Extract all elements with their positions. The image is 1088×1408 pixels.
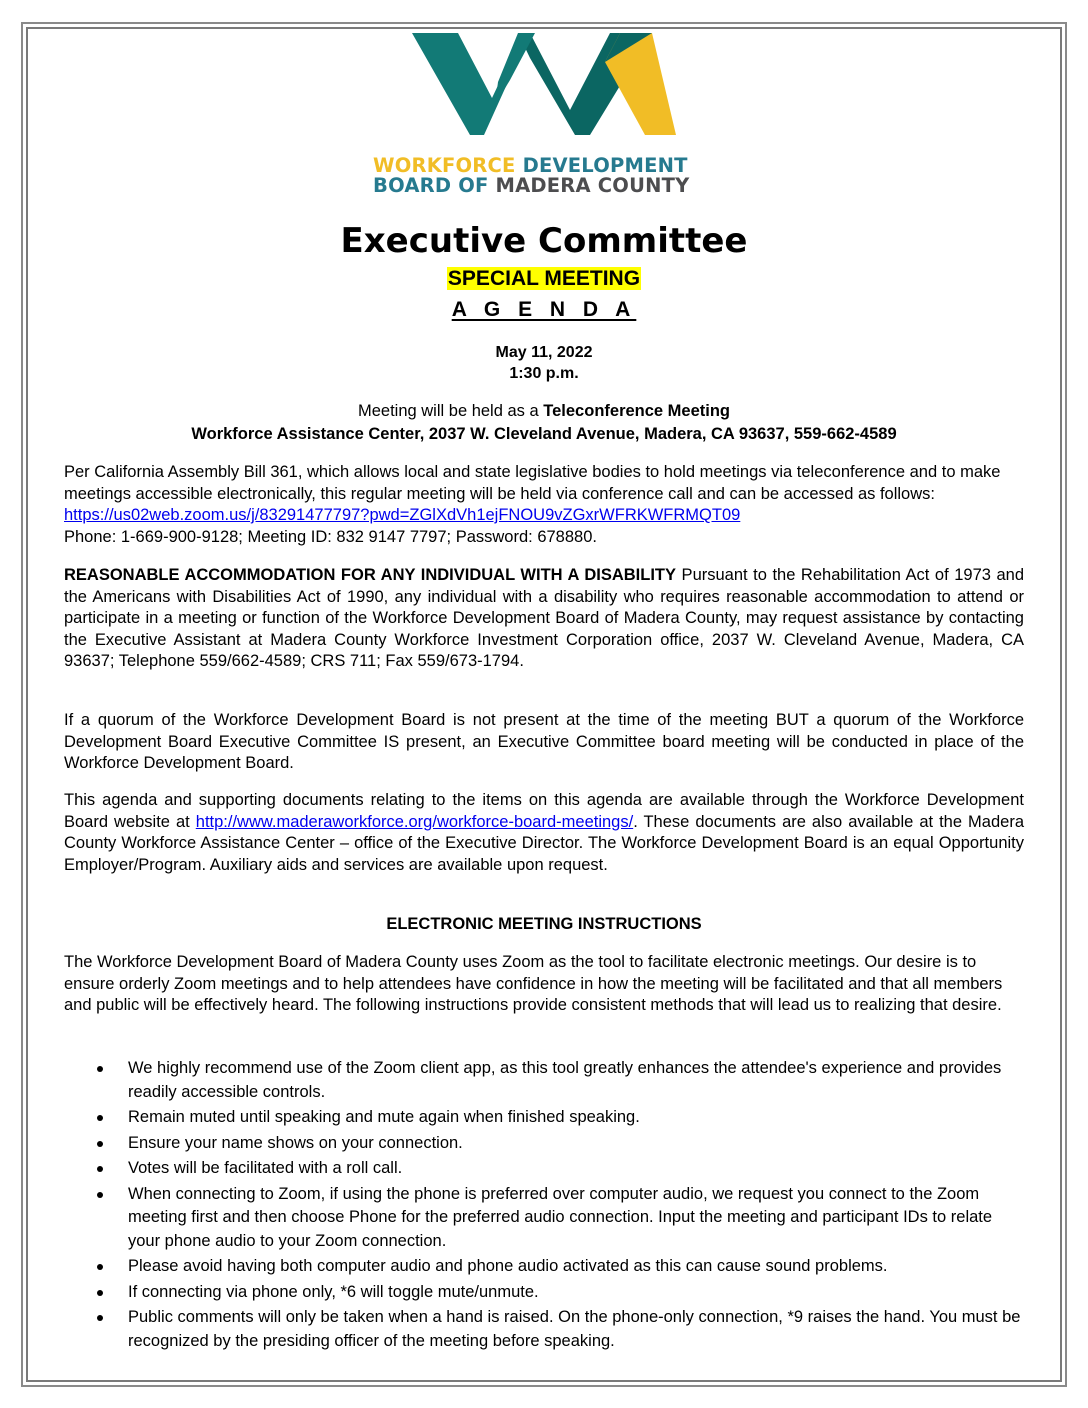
logo-text-development: DEVELOPMENT	[522, 154, 688, 177]
bullet-icon	[97, 1115, 103, 1121]
list-item-text: Votes will be facilitated with a roll call.	[128, 1159, 403, 1177]
agenda-heading	[0, 297, 1088, 323]
instructions-heading: ELECTRONIC MEETING INSTRUCTIONS	[386, 915, 702, 933]
list-item	[64, 1306, 1024, 1353]
teleconference-paragraph	[64, 462, 1024, 548]
list-item-text: When connecting to Zoom, if using the phone is preferred over computer audio, we request you connect to the Zoom meeting first and then choose Phone for the preferred audio connection. Input the meeting and participant IDs to relate your phone audio to your Zoom connection.	[128, 1184, 993, 1250]
list-item-text: Please avoid having both computer audio and phone audio activated as this can cause sound problems.	[128, 1257, 888, 1275]
meeting-date: May 11, 2022	[495, 344, 593, 361]
meeting-address: Workforce Assistance Center, 2037 W. Cleveland Avenue, Madera, CA 93637, 559-662-4589	[191, 425, 897, 443]
bullet-icon	[97, 1290, 103, 1296]
page-title: Executive Committee	[340, 221, 748, 261]
list-item	[64, 1057, 1024, 1104]
list-item	[64, 1132, 1024, 1156]
list-item-text: Remain muted until speaking and mute again when finished speaking.	[128, 1108, 640, 1126]
meeting-datetime	[0, 342, 1088, 384]
quorum-paragraph: If a quorum of the Workforce Development Board is not present at the time of the meeting BUT a quorum of the Workforce Development Board Executive Committee IS present, an Executive Committee board meeting will be conducted in place of the Workforce Development Board.	[64, 711, 1024, 772]
bullet-icon	[97, 1141, 103, 1147]
list-item	[64, 1106, 1024, 1130]
list-item	[64, 1157, 1024, 1181]
bullet-icon	[97, 1315, 103, 1321]
documents-text-before: This agenda and supporting documents relating to the items on this agenda are available through the Workforce Development Board website at	[64, 791, 1024, 831]
list-item-text: If connecting via phone only, *6 will toggle mute/unmute.	[128, 1282, 539, 1301]
zoom-meeting-link[interactable]: https://us02web.zoom.us/j/83291477797?pwd=ZGlXdVh1ejFNOU9vZGxrWFRKWFRMQT09	[64, 506, 741, 524]
accommodation-text: Pursuant to the Rehabilitation Act of 1973 and the Americans with Disabilities Act of 1990, any individual with a disability who requires reasonable accommodation to attend or participate in a meeting or function of the Workforce Development Board of Madera County, may request assistance by contacting the Executive Assistant at Madera County Workforce Investment Corporation office, 2037 W. Cleveland Avenue, Madera, CA 93637; Telephone 559/662-4589; CRS 711; Fax 559/673-1794.	[64, 566, 1025, 670]
documents-paragraph	[64, 790, 1024, 876]
list-item	[64, 1183, 1024, 1254]
bullet-icon	[97, 1192, 103, 1198]
special-meeting-label	[0, 266, 1088, 292]
agenda-text: A G E N D A	[451, 298, 637, 321]
phone-meeting-info: Phone: 1-669-900-9128; Meeting ID: 832 9147 7797; Password: 678880.	[64, 527, 597, 546]
list-item	[64, 1255, 1024, 1279]
bullet-icon	[97, 1066, 103, 1072]
list-item-text: We highly recommend use of the Zoom client app, as this tool greatly enhances the attendee's experience and provides readily accessible controls.	[128, 1059, 1002, 1101]
teleconference-text: Per California Assembly Bill 361, which allows local and state legislative bodies to hold meetings via teleconference and to make meetings accessible electronically, this regular meeting will be held via conference call and can be accessed as follows:	[64, 463, 1001, 503]
special-meeting-highlight: SPECIAL MEETING	[447, 267, 641, 290]
organization-name	[373, 156, 718, 196]
logo-text-workforce: WORKFORCE	[373, 154, 516, 177]
list-item-text: Ensure your name shows on your connection.	[128, 1133, 463, 1152]
list-item	[64, 1281, 1024, 1305]
accommodation-heading: REASONABLE ACCOMMODATION FOR ANY INDIVIDUAL WITH A DISABILITY	[64, 566, 677, 584]
meeting-format-type: Teleconference Meeting	[543, 402, 731, 420]
wm-logo-icon	[400, 30, 690, 140]
bullet-icon	[97, 1264, 103, 1270]
instructions-list	[64, 1057, 1024, 1355]
meeting-time: 1:30 p.m.	[509, 365, 579, 382]
logo-text-madera-county: MADERA COUNTY	[495, 174, 690, 197]
instructions-intro: The Workforce Development Board of Madera County uses Zoom as the tool to facilitate electronic meetings. Our desire is to ensure orderly Zoom meetings and to help attendees have confidence in how the meeting will be facilitated and that all members and public will be effectively heard. The following instructions provide consistent methods that will lead us to realizing that desire.	[64, 953, 1003, 1014]
accommodation-paragraph	[64, 565, 1024, 673]
meeting-format-intro: Meeting will be held as a	[357, 402, 544, 420]
logo-text-board-of: BOARD OF	[373, 174, 489, 197]
meeting-format	[0, 400, 1088, 422]
documents-text-after: . These documents are also available at the Madera County Workforce Assistance Center – office of the Executive Director. The Workforce Development Board is an equal Opportunity Employer/Program. Auxiliary aids and services are available upon request.	[64, 812, 1024, 874]
list-item-text: Public comments will only be taken when a hand is raised. On the phone-only connection, *9 raises the hand. You must be recognized by the presiding officer of the meeting before speaking.	[128, 1308, 1021, 1350]
bullet-icon	[97, 1166, 103, 1172]
board-meetings-link[interactable]: http://www.maderaworkforce.org/workforce-board-meetings/	[195, 812, 634, 831]
